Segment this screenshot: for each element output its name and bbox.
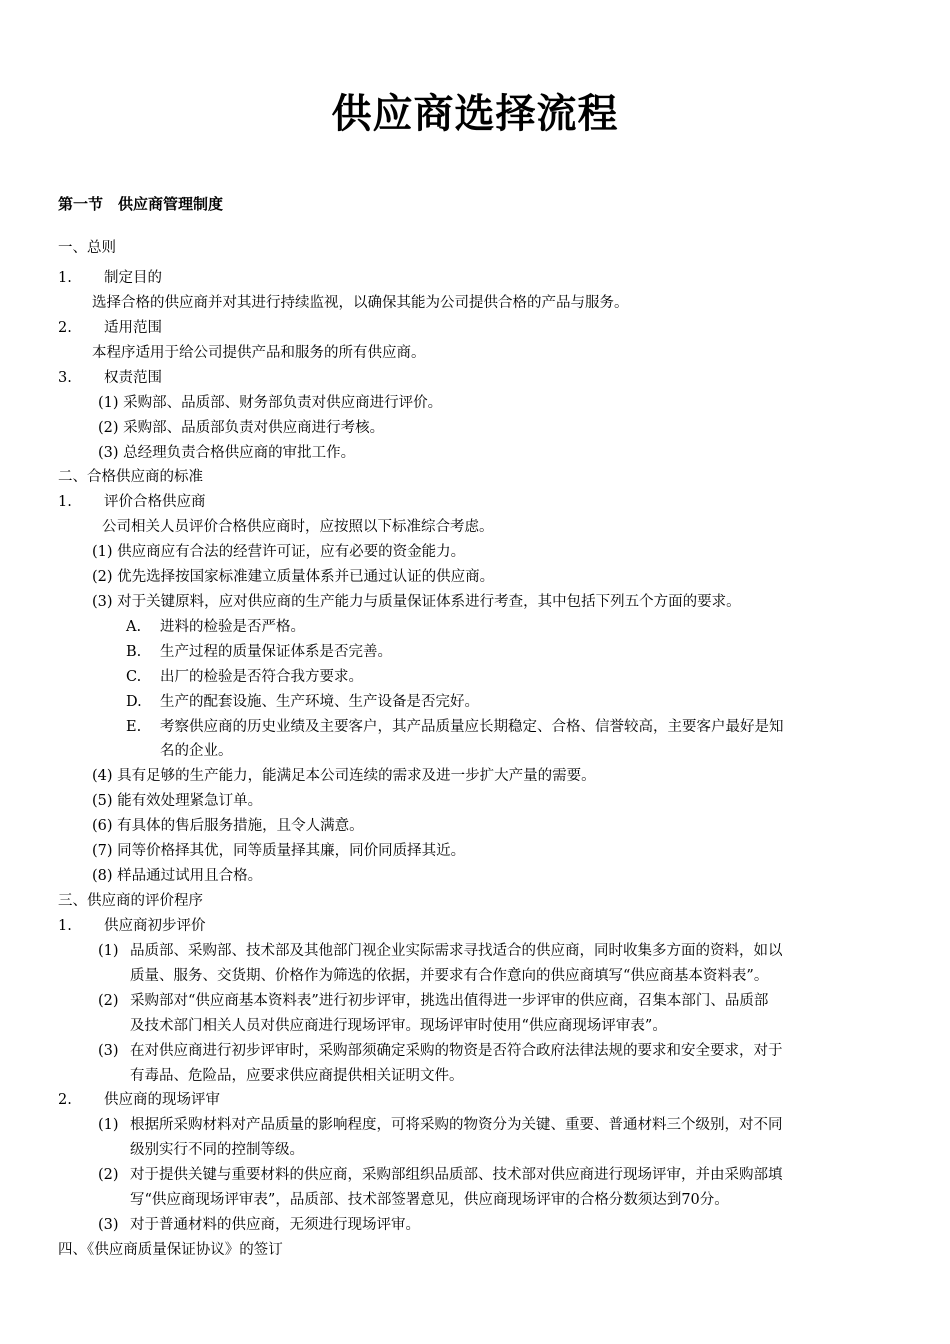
s3-item1-sub3-line2: 有毒品、危险品，应要求供应商提供相关证明文件。	[130, 1068, 464, 1084]
s3-item1-sub2-line2: 及技术部门相关人员对供应商进行现场评审。现场评审时使用“供应商现场评审表”。	[130, 1018, 667, 1034]
s2-sub-3: (3) 对于关键原料，应对供应商的生产能力与质量保证体系进行考查，其中包括下列五个方面的要求。	[92, 594, 741, 610]
s3-item1-sub1-label: (1)	[98, 943, 119, 959]
s2-intro: 公司相关人员评价合格供应商时，应按照以下标准综合考虑。	[102, 519, 494, 535]
s2-letter-e-label: E.	[126, 719, 142, 735]
s2-item1-num: 1.	[58, 494, 72, 510]
s3-item2-title: 供应商的现场评审	[104, 1092, 220, 1108]
s1-item3-sub-3: (3) 总经理负责合格供应商的审批工作。	[98, 445, 356, 461]
s3-heading: 三、供应商的评价程序	[58, 893, 203, 909]
s2-sub-7: (7) 同等价格择其优，同等质量择其廉，同价同质择其近。	[92, 843, 466, 859]
s2-heading: 二、合格供应商的标准	[58, 469, 203, 485]
s1-item3-num: 3.	[58, 370, 72, 386]
s1-item2-text: 本程序适用于给公司提供产品和服务的所有供应商。	[92, 345, 426, 361]
document-title: 供应商选择流程	[331, 91, 619, 137]
s3-item2-sub3-label: (3)	[98, 1217, 119, 1233]
s2-item1-title: 评价合格供应商	[104, 494, 206, 510]
s3-item1-sub2-label: (2)	[98, 993, 119, 1009]
s1-item1-title: 制定目的	[104, 270, 162, 286]
s1-item1-num: 1.	[58, 270, 72, 286]
s1-item1-text: 选择合格的供应商并对其进行持续监视，以确保其能为公司提供合格的产品与服务。	[92, 295, 629, 311]
s2-letter-c-label: C.	[126, 669, 142, 685]
s1-item3-title: 权责范围	[104, 370, 162, 386]
s3-item2-sub1-line2: 级别实行不同的控制等级。	[130, 1142, 304, 1158]
s3-item1-sub3-line1: 在对供应商进行初步评审时，采购部须确定采购的物资是否符合政府法律法规的要求和安全要求，对于	[130, 1043, 783, 1059]
s2-letter-d-label: D.	[126, 694, 142, 710]
s2-sub-6: (6) 有具体的售后服务措施，且令人满意。	[92, 818, 364, 834]
s2-letter-b-text: 生产过程的质量保证体系是否完善。	[160, 644, 392, 660]
s1-item3-sub-1: (1) 采购部、品质部、财务部负责对供应商进行评价。	[98, 395, 443, 411]
s2-sub-2: (2) 优先选择按国家标准建立质量体系并已通过认证的供应商。	[92, 569, 495, 585]
s3-item1-sub1-line2: 质量、服务、交货期、价格作为筛选的依据，并要求有合作意向的供应商填写“供应商基本资料表”。	[130, 968, 769, 984]
s2-letter-c-text: 出厂的检验是否符合我方要求。	[160, 669, 363, 685]
s3-item1-sub3-label: (3)	[98, 1043, 119, 1059]
s1-item2-title: 适用范围	[104, 320, 162, 336]
s3-item1-sub2-line1: 采购部对“供应商基本资料表”进行初步评审，挑选出值得进一步评审的供应商，召集本部门、品质部	[130, 993, 769, 1009]
s3-item2-sub1-line1: 根据所采购材料对产品质量的影响程度，可将采购的物资分为关键、重要、普通材料三个级别，对不同	[130, 1117, 783, 1133]
s2-letter-b-label: B.	[126, 644, 142, 660]
s3-item2-sub2-label: (2)	[98, 1167, 119, 1183]
s2-sub-5: (5) 能有效处理紧急订单。	[92, 793, 263, 809]
s3-item1-sub1-line1: 品质部、采购部、技术部及其他部门视企业实际需求寻找适合的供应商，同时收集多方面的资料，如以	[130, 943, 783, 959]
s1-item2-num: 2.	[58, 320, 72, 336]
s3-item2-sub3-line1: 对于普通材料的供应商，无须进行现场评审。	[130, 1217, 420, 1233]
s3-item1-title: 供应商初步评价	[104, 918, 206, 934]
s3-item2-sub1-label: (1)	[98, 1117, 119, 1133]
s3-item2-sub2-line1: 对于提供关键与重要材料的供应商，采购部组织品质部、技术部对供应商进行现场评审，并由采购部填	[130, 1167, 783, 1183]
s3-item1-num: 1.	[58, 918, 72, 934]
s1-item3-sub-2: (2) 采购部、品质部负责对供应商进行考核。	[98, 420, 385, 436]
s1-heading: 一、总则	[58, 240, 116, 256]
s2-sub-8: (8) 样品通过试用且合格。	[92, 868, 263, 884]
s3-item2-sub2-line2: 写“供应商现场评审表”，品质部、技术部签署意见，供应商现场评审的合格分数须达到70分。	[130, 1192, 729, 1208]
s4-heading: 四、《供应商质量保证协议》的签订	[58, 1242, 283, 1258]
s2-letter-d-text: 生产的配套设施、生产环境、生产设备是否完好。	[160, 694, 479, 710]
s2-sub-1: (1) 供应商应有合法的经营许可证，应有必要的资金能力。	[92, 544, 466, 560]
s3-item2-num: 2.	[58, 1092, 72, 1108]
s2-sub-4: (4) 具有足够的生产能力，能满足本公司连续的需求及进一步扩大产量的需要。	[92, 768, 596, 784]
s2-letter-a-text: 进料的检验是否严格。	[160, 619, 305, 635]
s2-letter-e-text: 考察供应商的历史业绩及主要客户，其产品质量应长期稳定、合格、信誉较高，主要客户最好是知	[160, 719, 784, 735]
s2-letter-a-label: A.	[126, 619, 142, 635]
s2-letter-e-cont: 名的企业。	[160, 743, 233, 759]
section-heading: 第一节 供应商管理制度	[58, 195, 224, 213]
